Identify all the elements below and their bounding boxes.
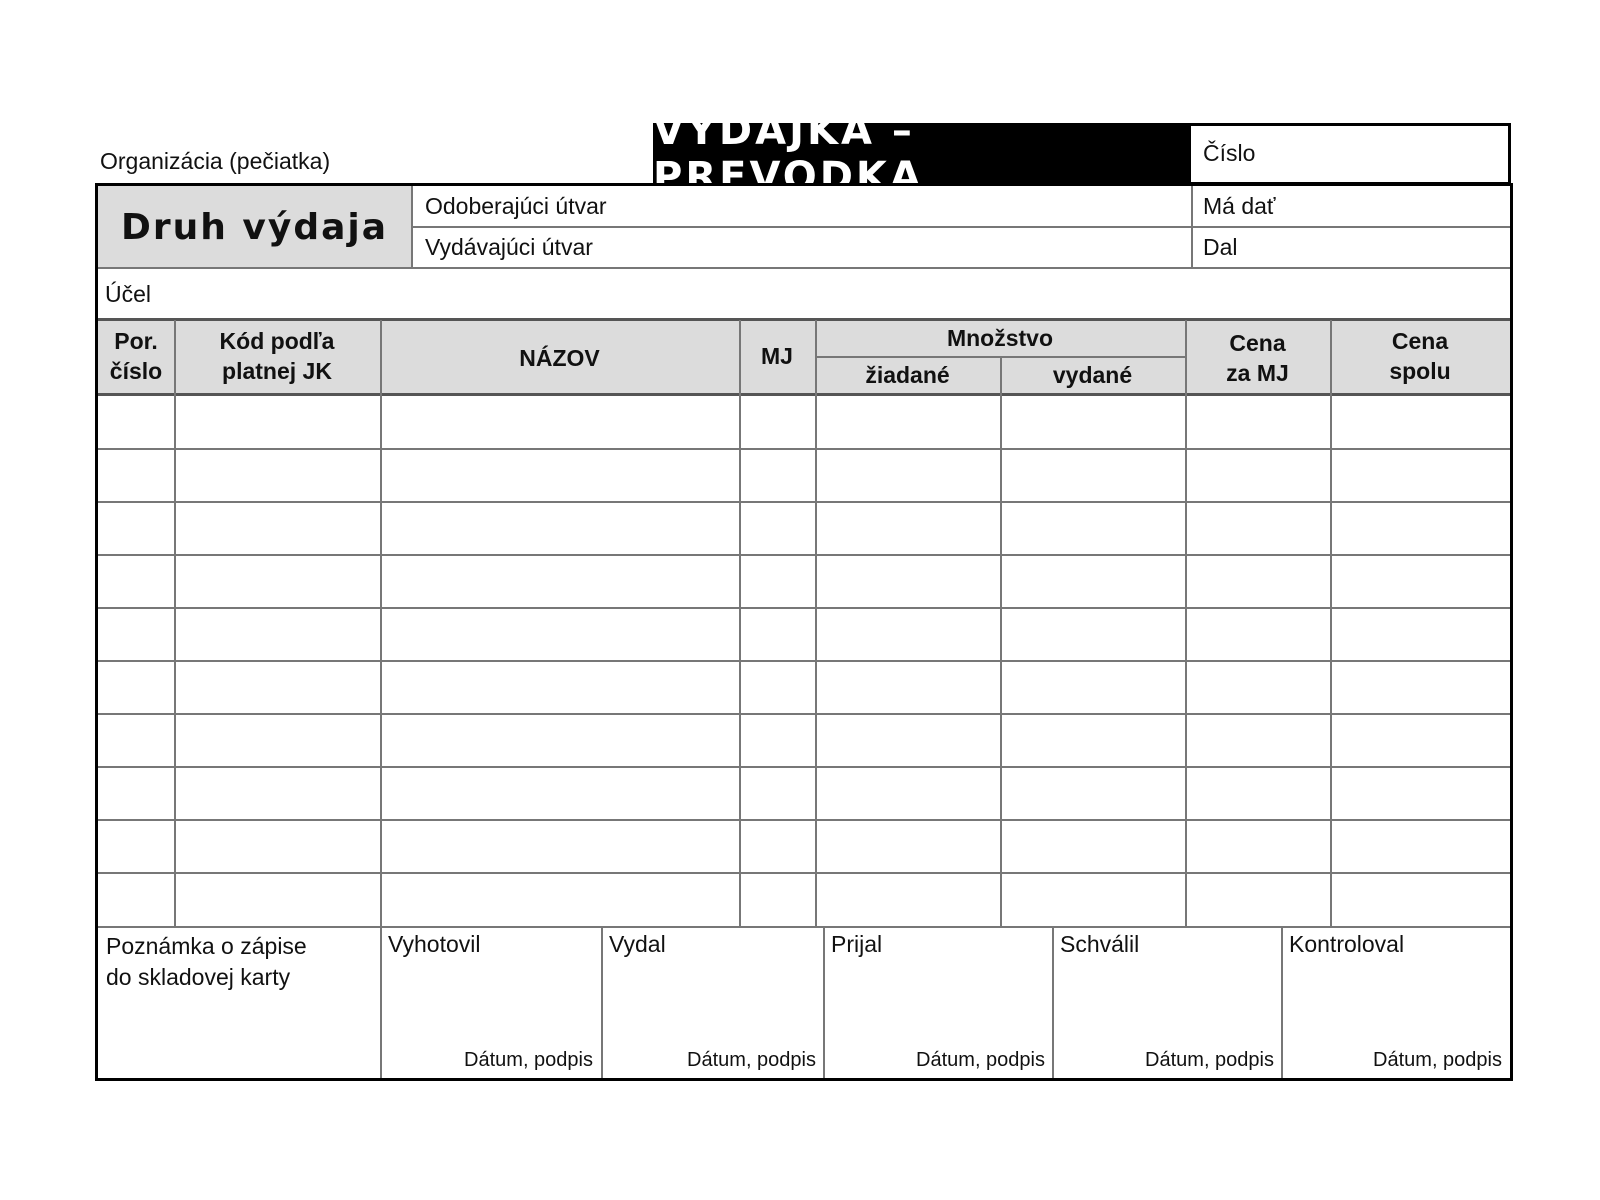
row-divider bbox=[98, 872, 1510, 874]
storage-card-note[interactable]: Poznámka o zápise do skladovej karty bbox=[106, 933, 307, 990]
signature-hint: Dátum, podpis bbox=[916, 1049, 1045, 1071]
signature-prepared-by[interactable]: Vyhotovil bbox=[388, 931, 481, 957]
row-divider bbox=[98, 501, 1510, 503]
number-label: Číslo bbox=[1203, 140, 1256, 166]
col-seq-header: Por. číslo bbox=[109, 328, 163, 384]
debit-field[interactable]: Má dať bbox=[1203, 193, 1276, 219]
table-row[interactable] bbox=[98, 502, 1510, 555]
signature-hint: Dátum, podpis bbox=[464, 1049, 593, 1071]
issue-type-label: Druh výdaja bbox=[120, 206, 389, 248]
col-name-header: NÁZOV bbox=[519, 345, 600, 371]
col-unit-price-header: Cena za MJ bbox=[1226, 330, 1289, 386]
table-row[interactable] bbox=[98, 714, 1510, 767]
row-divider bbox=[98, 713, 1510, 715]
row-divider bbox=[98, 448, 1510, 450]
table-row[interactable] bbox=[98, 661, 1510, 714]
table-row[interactable] bbox=[98, 820, 1510, 873]
col-unit-header: MJ bbox=[761, 343, 793, 369]
issuing-unit-field[interactable]: Vydávajúci útvar bbox=[425, 234, 593, 260]
table-row[interactable] bbox=[98, 608, 1510, 661]
row-divider bbox=[98, 607, 1510, 609]
row-divider bbox=[98, 819, 1510, 821]
col-issued-header: vydané bbox=[1052, 362, 1133, 388]
signature-hint: Dátum, podpis bbox=[687, 1049, 816, 1071]
receiving-unit-field[interactable]: Odoberajúci útvar bbox=[425, 193, 607, 219]
issue-form bbox=[95, 183, 1513, 1081]
row-divider bbox=[98, 554, 1510, 556]
signature-issued-by[interactable]: Vydal bbox=[609, 931, 666, 957]
table-row[interactable] bbox=[98, 873, 1510, 926]
signature-received-by[interactable]: Prijal bbox=[831, 931, 883, 957]
col-requested-header: žiadané bbox=[865, 362, 950, 388]
document-title: VÝDAJKA – PREVODKA bbox=[653, 123, 1191, 185]
organization-label: Organizácia (pečiatka) bbox=[100, 148, 331, 174]
table-row[interactable] bbox=[98, 555, 1510, 608]
signature-hint: Dátum, podpis bbox=[1373, 1049, 1502, 1071]
col-total-price-header: Cena spolu bbox=[1389, 328, 1451, 384]
col-quantity-header: Množstvo bbox=[946, 325, 1054, 351]
signature-hint: Dátum, podpis bbox=[1145, 1049, 1274, 1071]
credit-field[interactable]: Dal bbox=[1203, 234, 1238, 260]
row-divider bbox=[98, 766, 1510, 768]
row-divider bbox=[98, 660, 1510, 662]
purpose-field[interactable]: Účel bbox=[105, 281, 152, 307]
col-code-header: Kód podľa platnej JK bbox=[219, 328, 335, 384]
table-row[interactable] bbox=[98, 449, 1510, 502]
number-field[interactable] bbox=[1191, 123, 1511, 185]
table-row[interactable] bbox=[98, 767, 1510, 820]
signature-checked-by[interactable]: Kontroloval bbox=[1289, 931, 1405, 957]
table-row[interactable] bbox=[98, 396, 1510, 449]
signature-approved-by[interactable]: Schválil bbox=[1060, 931, 1140, 957]
